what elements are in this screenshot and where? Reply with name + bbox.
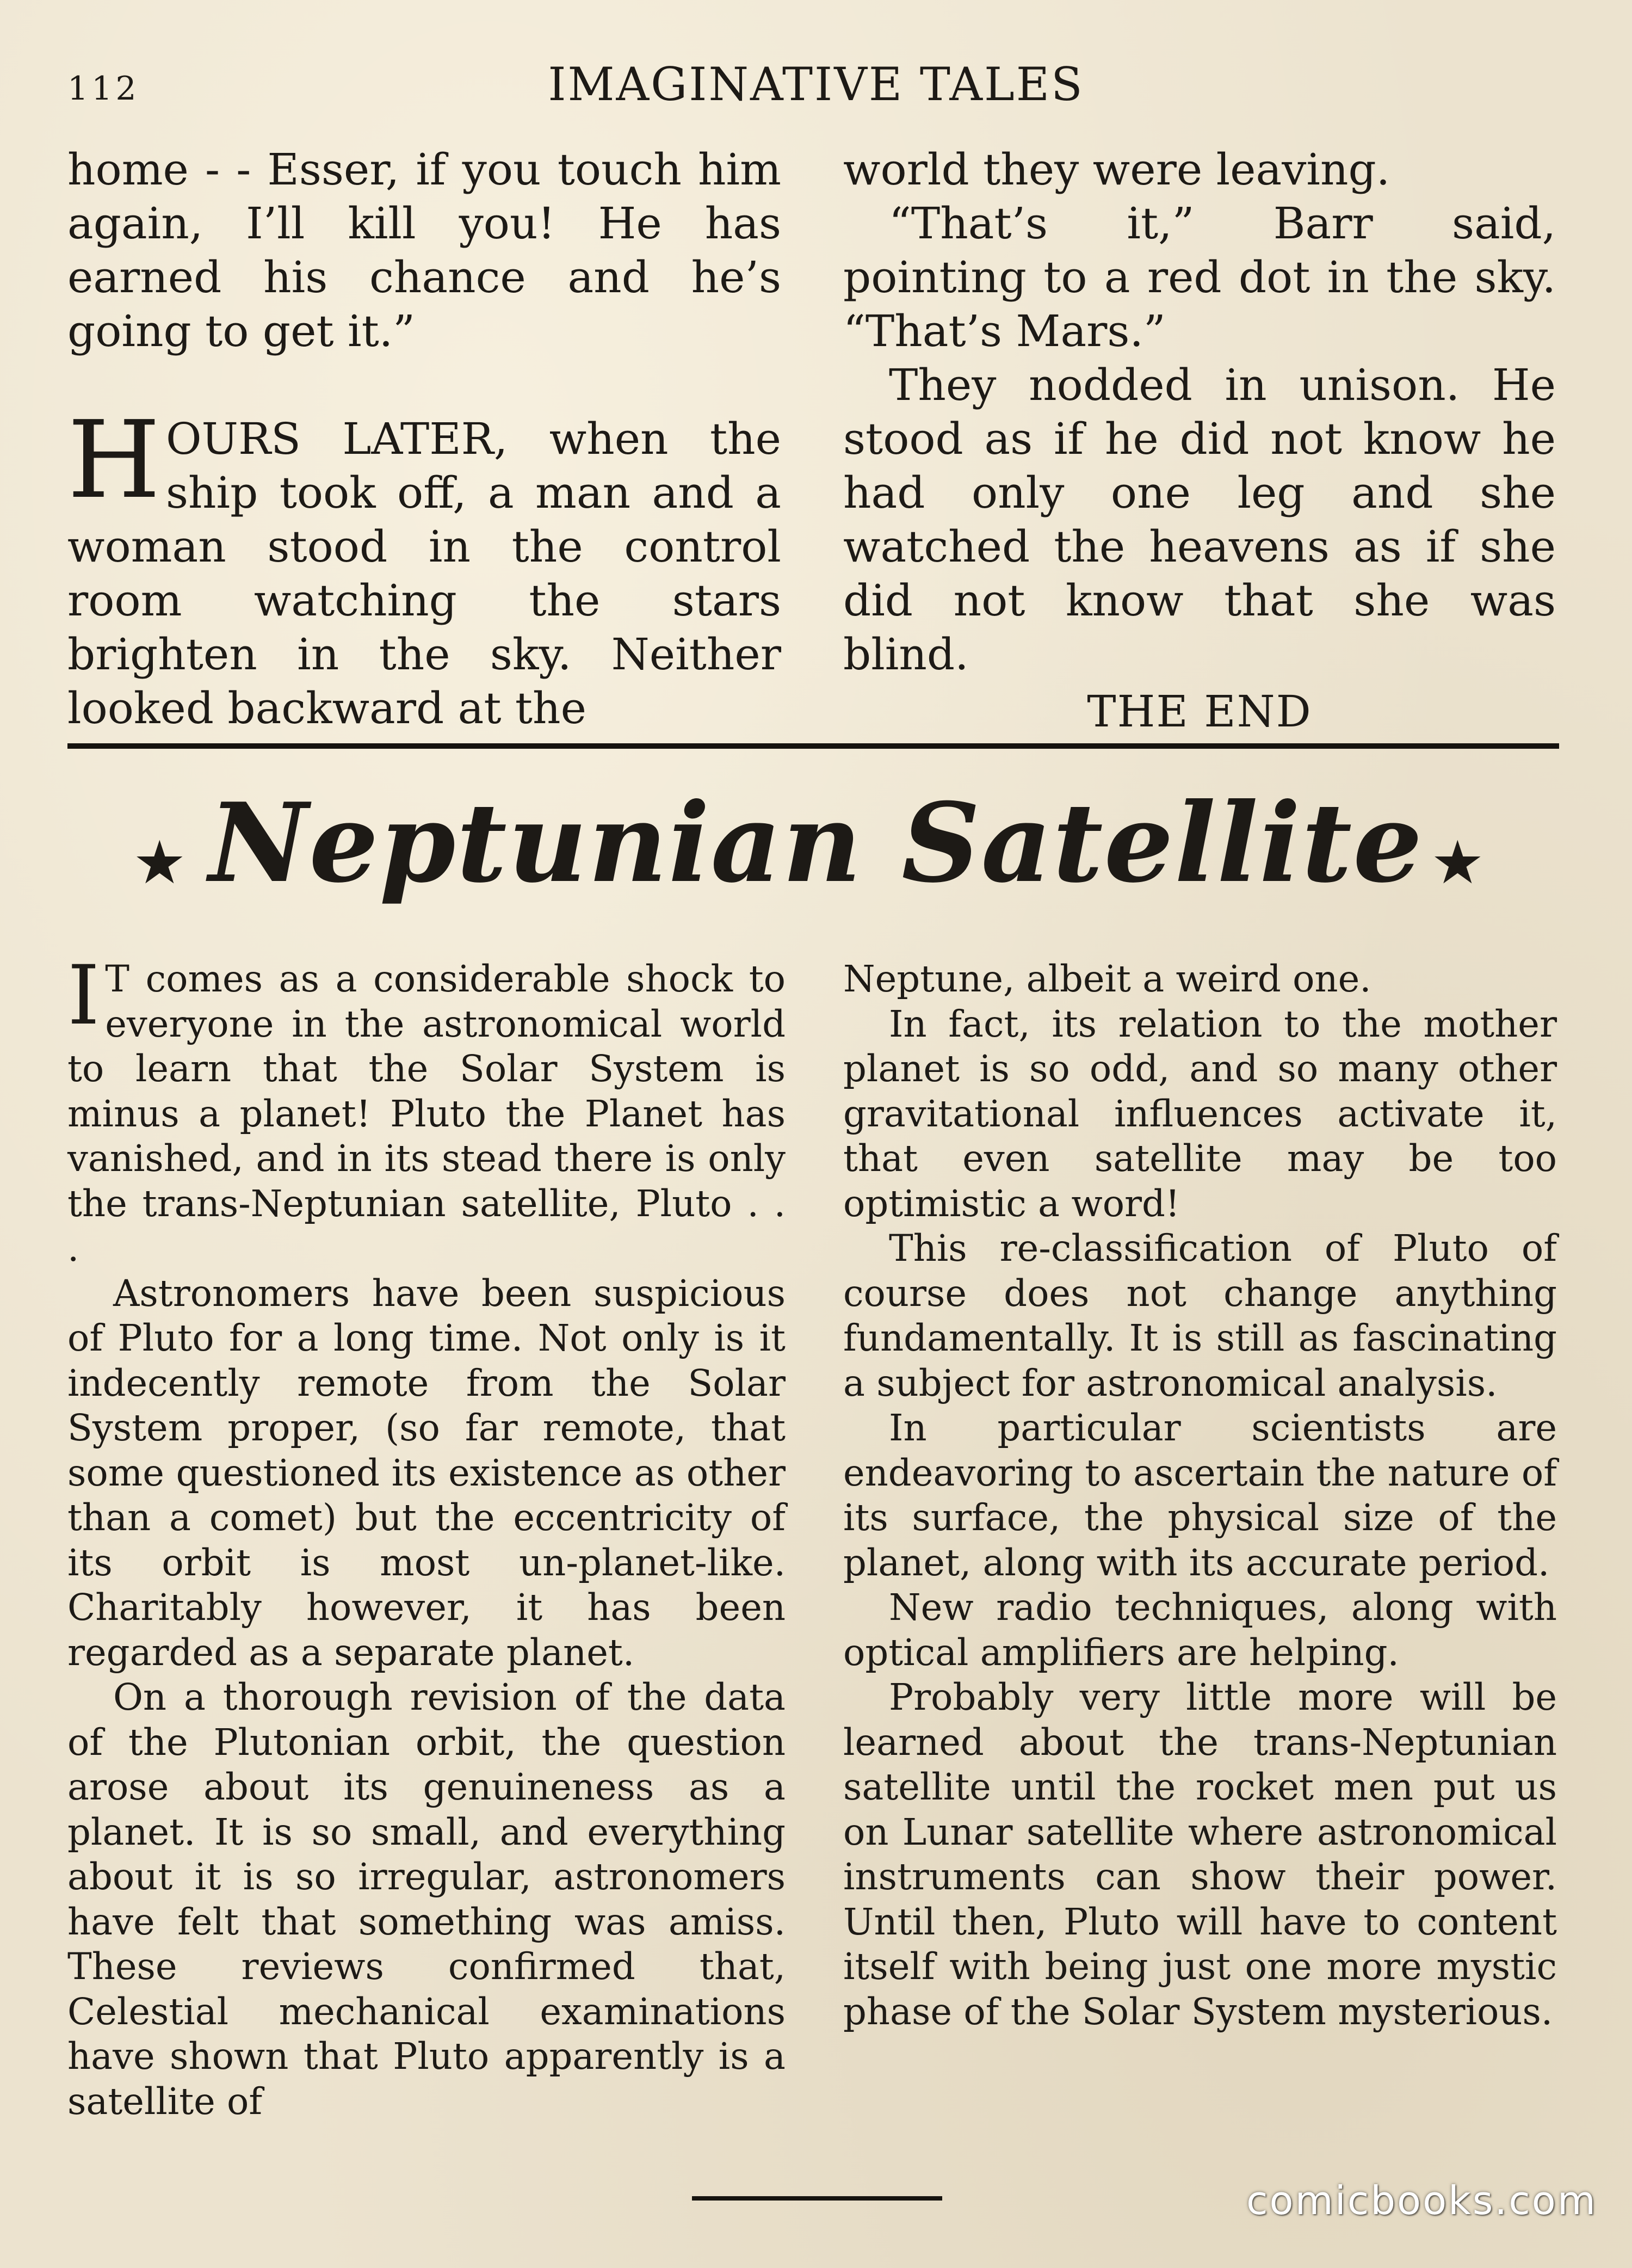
story-paragraph-text: OURS LATER, when the ship took off, a man and a woman stood in the control room watching the stars brighten in the sky. Neither looked backward at the	[67, 414, 781, 734]
article-paragraph-text: T comes as a considerable shock to everyone in the astronomical world to learn that the Solar System is minus a planet! Pluto the Planet has vanished, and in its stead there is only the trans-Neptunian satellite, Pluto . . .	[67, 958, 786, 1269]
drop-cap: H	[67, 398, 160, 522]
the-end-mark: THE END	[1087, 686, 1312, 737]
story-paragraph: world they were leaving.	[843, 144, 1390, 195]
story-paragraph: “That’s it,” Barr said, pointing to a red dot in the sky. “That’s Mars.”	[843, 198, 1556, 356]
story-left-column	[67, 143, 781, 735]
article-paragraph: In fact, its relation to the mother planet is so odd, and so many other gravitational influences activate it, that even satellite may be too optimistic a word!	[843, 1002, 1557, 1225]
article-paragraph: Probably very little more will be learned about the trans-Neptunian satellite until the rocket men put us on Lunar satellite where astronomical instruments can show their power. Until then, Pluto will have to content itself with being just one more mystic phase of the Solar System mysterious.	[843, 1676, 1557, 2033]
article-title: Neptunian Satellite	[208, 779, 1424, 907]
article-paragraph: Neptune, albeit a weird one.	[843, 958, 1371, 1000]
paragraph-gap	[67, 358, 781, 412]
article-right-column	[843, 957, 1557, 2034]
site-watermark: comicbooks.com	[1246, 2178, 1597, 2223]
article-paragraph: Astronomers have been suspicious of Pluto for a long time. Not only is it indecently remote from the Solar System proper, (so far remote, that some questioned its existence as other than a comet) but the eccentricity of its orbit is most un-planet-like. Charitably however, it has been regarded as a separate planet.	[67, 1272, 786, 1674]
story-paragraph: They nodded in unison. He stood as if he did not know he had only one leg and she watched the heavens as if she did not know that she was blind.	[843, 360, 1556, 680]
article-left-column	[67, 948, 786, 2124]
article-paragraph: On a thorough revision of the data of the Plutonian orbit, the question arose about its genuineness as a planet. It is so small, and everything about it is so irregular, astronomers have felt that something was amiss. These reviews confirmed that, Celestial mechanical examinations have shown that Pluto apparently is a satellite of	[67, 1676, 786, 2123]
star-icon: ★	[133, 828, 187, 897]
story-paragraph: home - - Esser, if you touch him again, I’ll kill you! He has earned his chance and he’s going to get it.”	[67, 144, 781, 356]
star-icon: ★	[1431, 828, 1485, 897]
story-paragraph-dropcap	[67, 398, 781, 735]
running-head: IMAGINATIVE TALES	[548, 58, 1084, 111]
drop-cap: I	[67, 948, 100, 1043]
section-divider	[67, 743, 1559, 749]
page-number: 112	[67, 70, 140, 108]
story-right-column	[843, 143, 1556, 738]
article-paragraph-dropcap	[67, 948, 786, 1271]
article-paragraph: This re-classification of Pluto of course does not change anything fundamentally. It is still as fascinating a subject for astronomical analysis.	[843, 1227, 1557, 1404]
article-paragraph: In particular scientists are endeavoring to ascertain the nature of its surface, the physical size of the planet, along with its accurate period.	[843, 1407, 1557, 1584]
article-end-rule	[692, 2196, 942, 2201]
article-paragraph: New radio techniques, along with optical amplifiers are helping.	[843, 1586, 1557, 1674]
